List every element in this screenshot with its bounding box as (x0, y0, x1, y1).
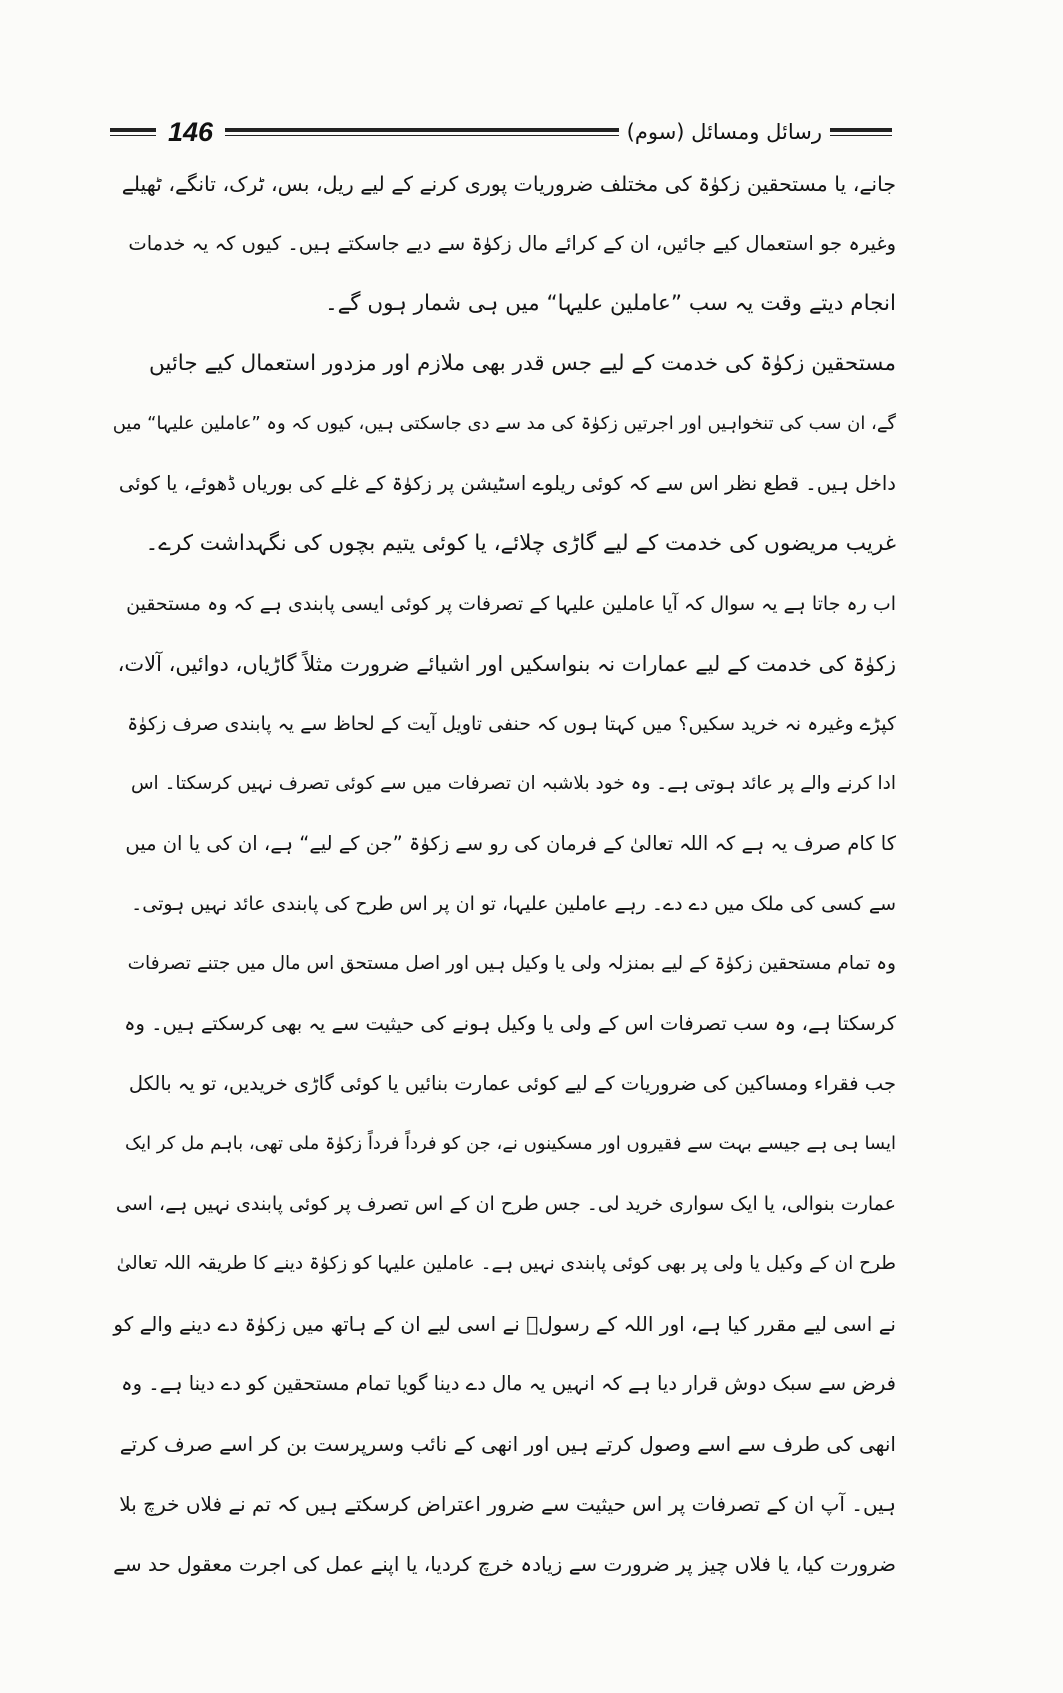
text-line: وغیرہ جو استعمال کیے جائیں، ان کے کرائے مال زکوٰۃ سے دیے جاسکتے ہیں۔ کیوں کہ یہ خدمات (128, 232, 896, 255)
running-title: رسائل ومسائل (سوم) (626, 120, 822, 144)
page-header (110, 112, 892, 152)
text-line: کپڑے وغیرہ نہ خرید سکیں؟ میں کہتا ہوں کہ حنفی تاویل آیت کے لحاظ سے یہ پابندی صرف زکوٰۃ (127, 713, 896, 735)
body-text (112, 154, 896, 1594)
text-line: نے اسی لیے مقرر کیا ہے، اور اللہ کے رسولؐ نے اسی لیے ان کے ہاتھ میں زکوٰۃ دے دینے والے کو (113, 1312, 896, 1336)
text-line: ادا کرنے والے پر عائد ہوتی ہے۔ وہ خود بلاشبہ ان تصرفات میں سے کوئی تصرف نہیں کرسکتا۔ اس (130, 773, 896, 794)
text-line: ضرورت کیا، یا فلاں چیز پر ضرورت سے زیادہ خرچ کردیا، یا اپنے عمل کی اجرت معقول حد سے (113, 1552, 896, 1576)
text-line: انجام دیتے وقت یہ سب ”عاملین علیہا“ میں ہی شمار ہوں گے۔ (325, 291, 896, 316)
text-line: گے، ان سب کی تنخواہیں اور اجرتیں زکوٰۃ کی مد سے دی جاسکتی ہیں، کیوں کہ وہ ”عاملین علیہا“ میں (112, 413, 896, 434)
text-line: کا کام صرف یہ ہے کہ اللہ تعالیٰ کے فرمان کی رو سے زکوٰۃ ”جن کے لیے“ ہے، ان کی یا ان میں (125, 832, 896, 855)
text-line: سے کسی کی ملک میں دے دے۔ رہے عاملین علیہا، تو ان پر اس طرح کی پابندی عائد نہیں ہوتی۔ (131, 893, 896, 915)
text-line: وہ تمام مستحقین زکوٰۃ کے لیے بمنزلہ ولی یا وکیل ہیں اور اصل مستحق اس مال میں جتنے تصرفات (127, 953, 896, 974)
text-line: غریب مریضوں کی خدمت کے لیے گاڑی چلائے، یا کوئی یتیم بچوں کی نگہداشت کرے۔ (145, 531, 896, 556)
text-line: فرض سے سبک دوش قرار دیا ہے کہ انہیں یہ مال دے دینا گویا تمام مستحقین کو دے دینا ہے۔ وہ (121, 1372, 896, 1395)
text-line: زکوٰۃ کی خدمت کے لیے عمارات نہ بنواسکیں اور اشیائے ضرورت مثلاً گاڑیاں، دوائیں، آلات، (117, 652, 896, 676)
text-line: داخل ہیں۔ قطع نظر اس سے کہ کوئی ریلوے اسٹیشن پر زکوٰۃ کے غلے کی بوریاں ڈھوئے، یا کوئی (118, 472, 896, 495)
text-line: طرح ان کے وکیل یا ولی پر بھی کوئی پابندی نہیں ہے۔ عاملین علیہا کو زکوٰۃ دینے کا طریقہ اللہ تعالیٰ (116, 1253, 896, 1274)
text-line: جانے، یا مستحقین زکوٰۃ کی مختلف ضروریات پوری کرنے کے لیے ریل، بس، ٹرک، تانگے، ٹھیلے (121, 172, 896, 196)
header-rule-right (830, 128, 892, 136)
text-line: اب رہ جاتا ہے یہ سوال کہ آیا عاملین علیہا کے تصرفات پر کوئی ایسی پابندی ہے کہ وہ مستحقین (126, 593, 896, 615)
page-number: 146 (168, 116, 214, 147)
header-rule-middle (225, 128, 619, 136)
text-line: مستحقین زکوٰۃ کی خدمت کے لیے جس قدر بھی ملازم اور مزدور استعمال کیے جائیں (148, 351, 896, 376)
text-line: کرسکتا ہے، وہ سب تصرفات اس کے ولی یا وکیل ہونے کی حیثیت سے یہ بھی کرسکتے ہیں۔ وہ (124, 1012, 896, 1035)
header-rule-left (110, 128, 156, 136)
text-line: انھی کی طرف سے اسے وصول کرتے ہیں اور انھی کے نائب وسرپرست بن کر اسے صرف کرتے (119, 1432, 896, 1456)
text-line: عمارت بنوالی، یا ایک سواری خرید لی۔ جس طرح ان کے اس تصرف پر کوئی پابندی نہیں ہے، اسی (115, 1193, 896, 1215)
text-line: ہیں۔ آپ ان کے تصرفات پر اس حیثیت سے ضرور اعتراض کرسکتے ہیں کہ تم نے فلاں خرچ بلا (119, 1492, 896, 1516)
text-line: جب فقراء ومساکین کی ضروریات کے لیے کوئی عمارت بنائیں یا کوئی گاڑی خریدیں، تو یہ بالکل (128, 1072, 896, 1095)
text-line: ایسا ہی ہے جیسے بہت سے فقیروں اور مسکینوں نے، جن کو فرداً فرداً زکوٰۃ ملی تھی، باہم مل کر ایک (125, 1133, 896, 1154)
